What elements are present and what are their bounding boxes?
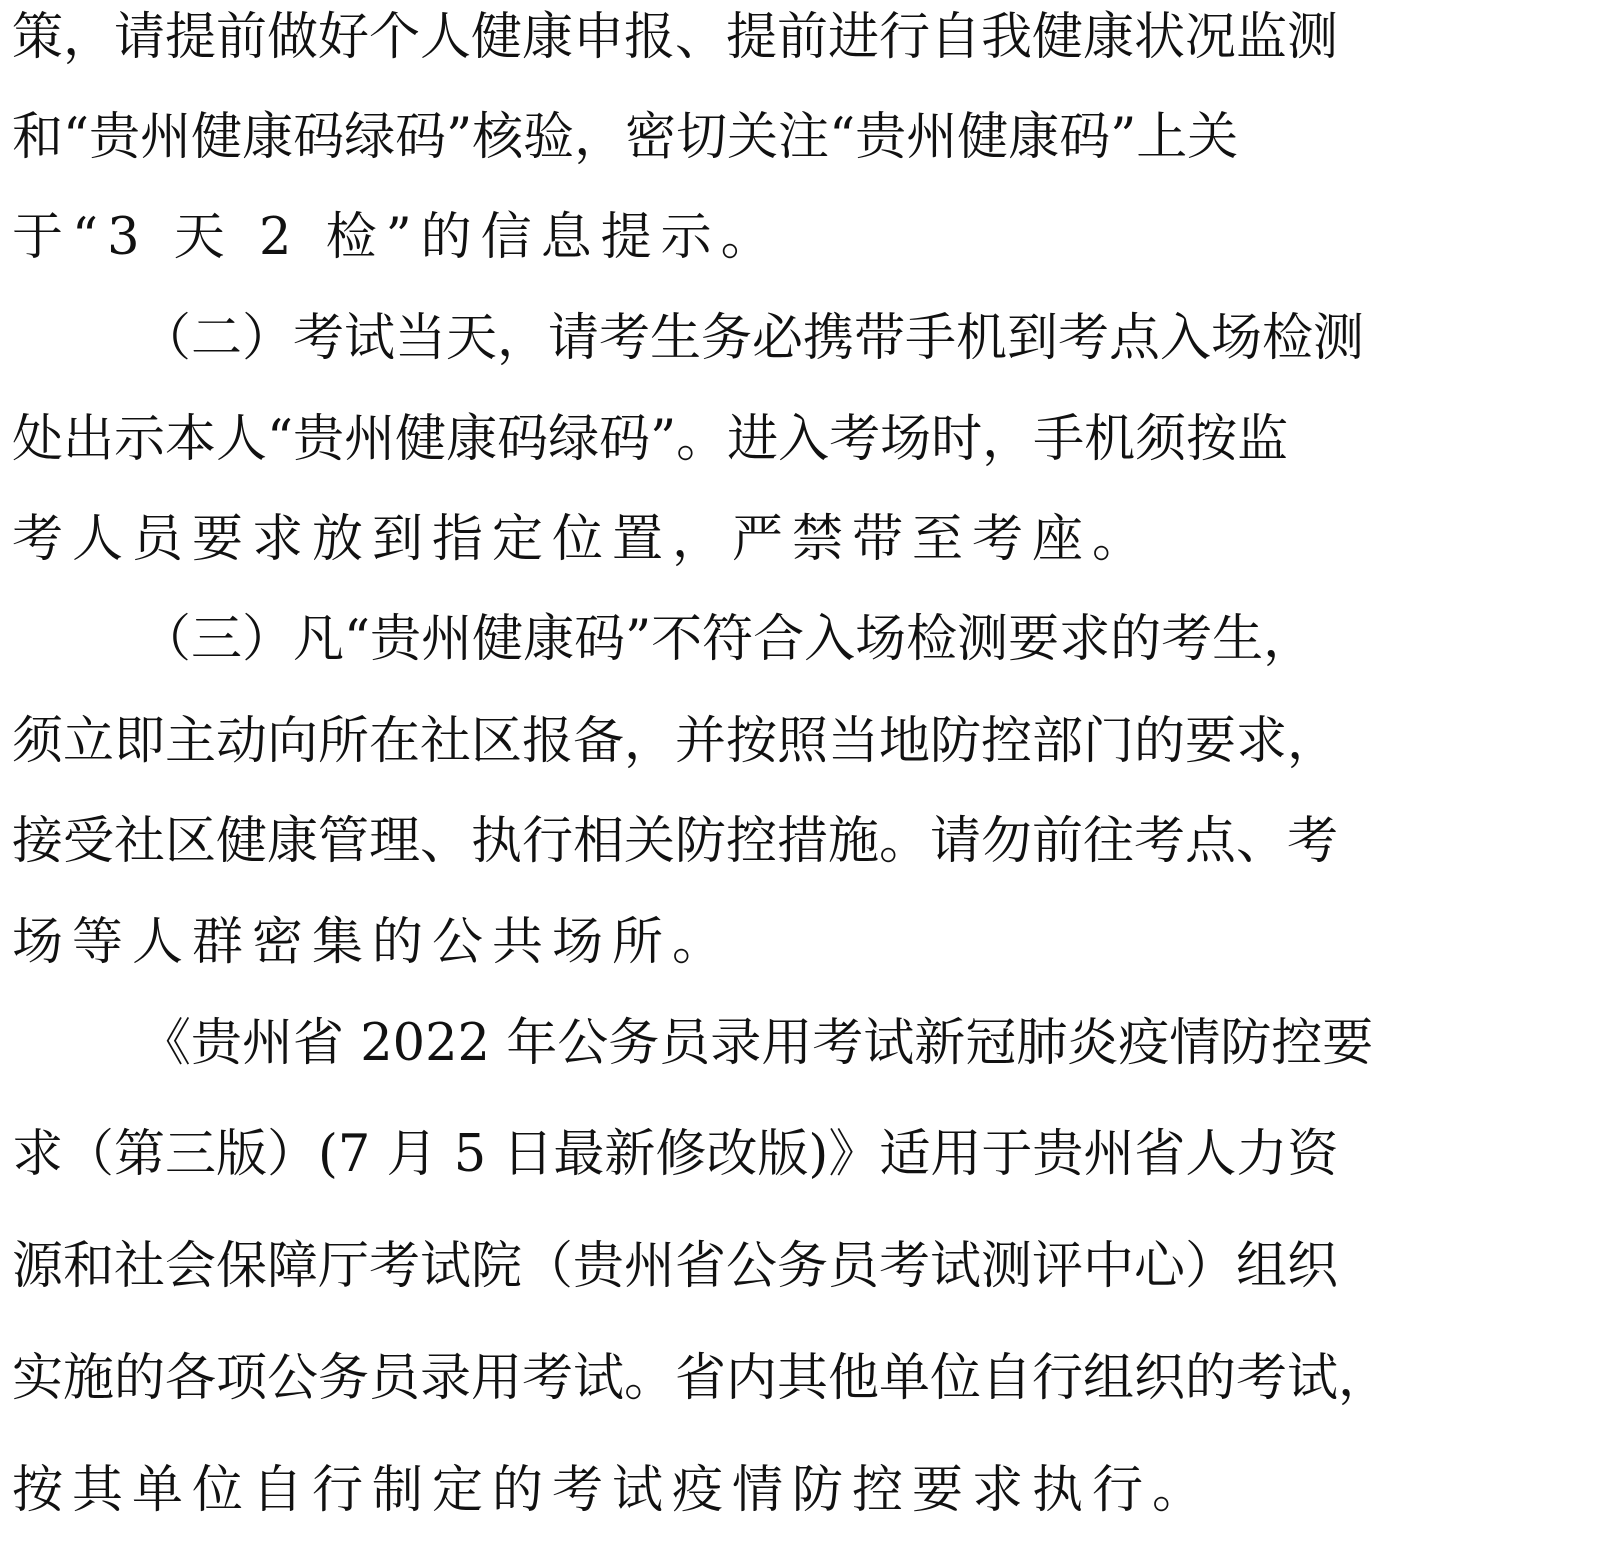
text-line-7: （三）凡“贵州健康码”不符合入场检测要求的考生， <box>140 610 1315 669</box>
text-line-1: 策，请提前做好个人健康申报、提前进行自我健康状况监测 <box>12 8 1339 67</box>
text-line-12: 求（第三版）(7 月 5 日最新修改版)》适用于贵州省人力资 <box>12 1125 1339 1184</box>
text-line-2: 和“贵州健康码绿码”核验，密切关注“贵州健康码”上关 <box>12 108 1239 167</box>
text-line-9: 接受社区健康管理、执行相关防控措施。请勿前往考点、考 <box>12 812 1339 871</box>
text-line-13: 源和社会保障厅考试院（贵州省公务员考试测评中心）组织 <box>12 1237 1339 1296</box>
text-line-5: 处出示本人“贵州健康码绿码”。进入考场时，手机须按监 <box>12 410 1289 469</box>
text-line-11: 《贵州省 2022 年公务员录用考试新冠肺炎疫情防控要 <box>140 1014 1374 1073</box>
text-line-4: （二）考试当天，请考生务必携带手机到考点入场检测 <box>140 309 1365 368</box>
text-line-14: 实施的各项公务员录用考试。省内其他单位自行组织的考试， <box>12 1349 1390 1408</box>
text-line-15: 按其单位自行制定的考试疫情防控要求执行。 <box>12 1461 1213 1520</box>
text-line-3: 于“3 天 2 检”的信息提示。 <box>12 208 781 267</box>
text-line-10: 场等人群密集的公共场所。 <box>12 913 733 972</box>
text-line-6: 考人员要求放到指定位置，严禁带至考座。 <box>12 510 1153 569</box>
text-line-8: 须立即主动向所在社区报备，并按照当地防控部门的要求， <box>12 712 1339 771</box>
